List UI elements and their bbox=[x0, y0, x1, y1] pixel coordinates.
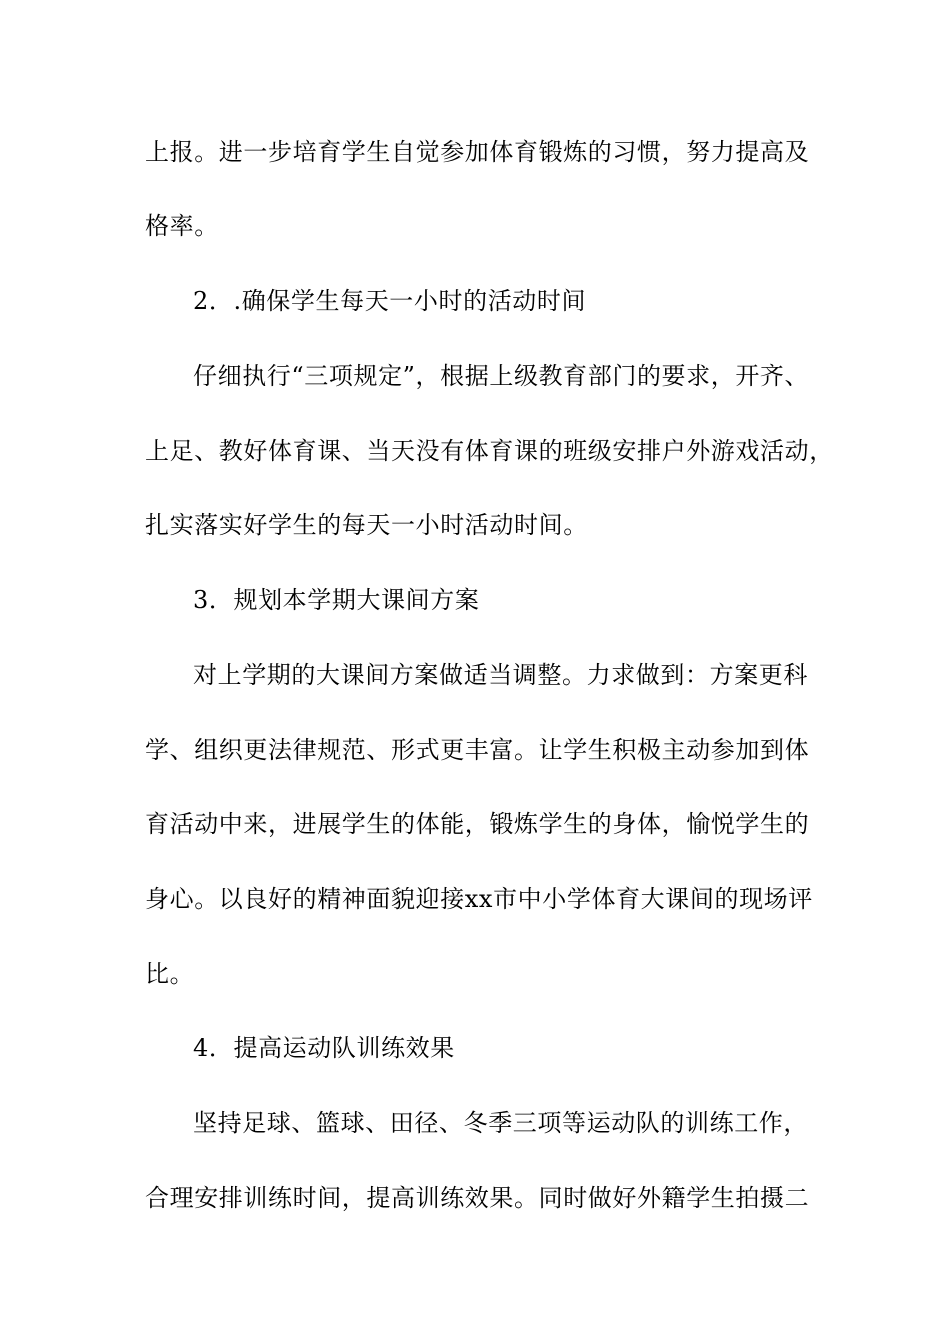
text-line-4: 仔细执行“三项规定”，根据上级教育部门的要求，开齐、 bbox=[193, 362, 810, 390]
section-heading-3: 3．规划本学期大课间方案 bbox=[193, 586, 480, 614]
text-line-15: 合理安排训练时间，提高训练效果。同时做好外籍学生拍摄二 bbox=[145, 1184, 810, 1212]
text-line-5: 上足、教好体育课、当天没有体育课的班级安排户外游戏活动， bbox=[145, 437, 834, 465]
section-heading-2: 2．.确保学生每天一小时的活动时间 bbox=[193, 287, 587, 315]
section-heading-4: 4．提高运动队训练效果 bbox=[193, 1034, 455, 1062]
text-line-8: 对上学期的大课间方案做适当调整。力求做到：方案更科 bbox=[193, 661, 808, 689]
text-line-14: 坚持足球、篮球、田径、冬季三项等运动队的训练工作， bbox=[193, 1109, 808, 1137]
text-line-2: 格率。 bbox=[145, 212, 219, 240]
text-line-9: 学、组织更法律规范、形式更丰富。让学生积极主动参加到体 bbox=[145, 736, 810, 764]
text-line-10: 育活动中来，进展学生的体能，锻炼学生的身体，愉悦学生的 bbox=[145, 810, 810, 838]
text-line-11: 身心。以良好的精神面貌迎接xx市中小学体育大课间的现场评 bbox=[145, 885, 813, 913]
text-line-1: 上报。进一步培育学生自觉参加体育锻炼的习惯，努力提高及 bbox=[145, 138, 810, 166]
text-line-6: 扎实落实好学生的每天一小时活动时间。 bbox=[145, 511, 588, 539]
text-line-12: 比。 bbox=[145, 960, 195, 988]
